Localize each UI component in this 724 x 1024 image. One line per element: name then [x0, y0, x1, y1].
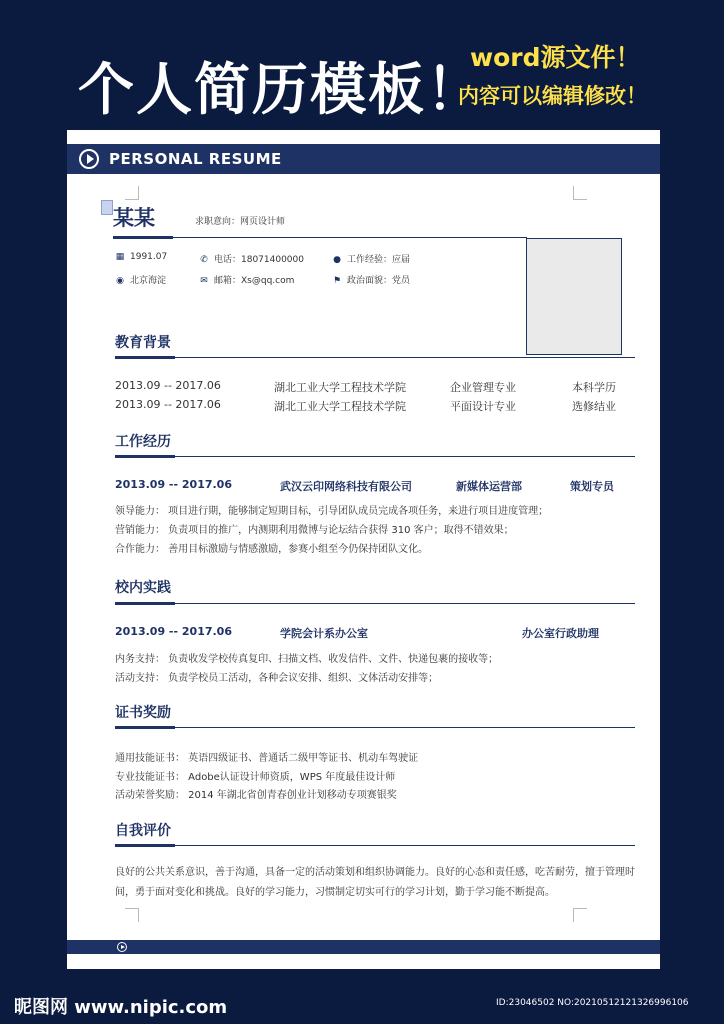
- edu-period[interactable]: 2013.09 -- 2017.06: [115, 379, 221, 392]
- crop-mark: [573, 908, 587, 922]
- section-divider: [175, 357, 635, 358]
- campus-detail[interactable]: 活动支持： 负责学校员工活动，各种会议安排、组织、文体活动安排等；: [115, 673, 439, 684]
- section-underline: [115, 455, 175, 458]
- edu-period[interactable]: 2013.09 -- 2017.06: [115, 398, 221, 411]
- section-underline: [115, 602, 175, 605]
- certificate-item[interactable]: 活动荣誉奖励： 2014 年湖北省创青春创业计划移动专项赛银奖: [115, 790, 397, 801]
- info-location: ◉ 北京海淀: [116, 276, 167, 286]
- crop-mark: [125, 908, 139, 922]
- section-title-education: 教育背景: [115, 335, 171, 351]
- info-politics: ⚑ 政治面貌：党员: [332, 276, 411, 286]
- phone-icon: ✆: [200, 255, 208, 265]
- campus-position[interactable]: 办公室行政助理: [522, 627, 599, 640]
- certificate-item[interactable]: 通用技能证书： 英语四级证书、普通话二级甲等证书、机动车驾驶证: [115, 753, 419, 764]
- work-detail[interactable]: 领导能力： 项目进行期，能够制定短期目标，引导团队成员完成各项任务，来进行项目进度管理；: [115, 506, 549, 517]
- banner-subtitle-1: word源文件！: [470, 43, 641, 72]
- header-divider: [173, 237, 527, 238]
- work-detail[interactable]: 营销能力： 负责项目的推广，内测期利用微博与论坛结合获得 310 客户；取得不错效果；: [115, 525, 514, 536]
- campus-period[interactable]: 2013.09 -- 2017.06: [115, 625, 232, 638]
- section-divider: [175, 456, 635, 457]
- self-evaluation-text[interactable]: 良好的公共关系意识，善于沟通，具备一定的活动策划和组织协调能力。良好的心态和责任感，吃苦耐劳，擅于管理时间，勇于面对变化和挑战。良好的学习能力，习惯制定切实可行的学习计划，勤于学习能不断提高。: [115, 867, 635, 898]
- watermark-id: ID:23046502 NO:20210512121326996106: [496, 998, 689, 1008]
- section-divider: [175, 845, 635, 846]
- campus-org[interactable]: 学院会计系办公室: [280, 627, 368, 640]
- candidate-name[interactable]: 某某: [113, 206, 155, 230]
- edu-major[interactable]: 企业管理专业: [450, 381, 516, 394]
- section-divider: [175, 603, 635, 604]
- document-icon: [101, 200, 113, 215]
- info-phone: ✆ 电话：18071400000: [200, 255, 304, 265]
- banner-title: 个人简历模板！: [78, 58, 484, 123]
- campus-detail[interactable]: 内务支持： 负责收发学校传真复印、扫描文档、收发信件、文件、快递包裹的接收等；: [115, 654, 499, 665]
- watermark-logo: 昵图网 www.nipic.com: [14, 997, 228, 1018]
- crop-mark: [125, 186, 139, 200]
- edu-degree[interactable]: 本科学历: [572, 381, 616, 394]
- resume-page: [67, 130, 660, 969]
- mail-icon: ✉: [200, 276, 208, 286]
- location-icon: ◉: [116, 276, 124, 286]
- job-intent[interactable]: 求职意向：网页设计师: [195, 217, 286, 227]
- resume-header-label: PERSONAL RESUME: [109, 150, 282, 168]
- chat-icon: ●: [333, 255, 341, 265]
- edu-school[interactable]: 湖北工业大学工程技术学院: [274, 381, 406, 394]
- resume-footer-bar: [67, 940, 660, 954]
- section-underline: [115, 726, 175, 729]
- calendar-icon: ▦: [115, 252, 125, 262]
- section-underline: [115, 844, 175, 847]
- edu-major[interactable]: 平面设计专业: [450, 400, 516, 413]
- info-email: ✉ 邮箱：Xs@qq.com: [200, 276, 295, 286]
- play-icon: [117, 942, 127, 952]
- edu-degree[interactable]: 选修结业: [572, 400, 616, 413]
- work-period[interactable]: 2013.09 -- 2017.06: [115, 478, 232, 491]
- section-title-self-evaluation: 自我评价: [115, 823, 171, 839]
- info-experience: ● 工作经验：应届: [333, 255, 411, 265]
- section-underline: [115, 356, 175, 359]
- work-department[interactable]: 新媒体运营部: [456, 480, 522, 493]
- work-detail[interactable]: 合作能力： 善用目标激励与情感激励，参赛小组至今仍保持团队文化。: [115, 544, 429, 555]
- section-title-work: 工作经历: [115, 434, 171, 450]
- name-underline: [113, 236, 173, 239]
- crop-mark: [573, 186, 587, 200]
- section-title-campus: 校内实践: [115, 580, 171, 596]
- photo-placeholder[interactable]: [526, 238, 622, 355]
- work-position[interactable]: 策划专员: [570, 480, 614, 493]
- work-company[interactable]: 武汉云印网络科技有限公司: [280, 480, 412, 493]
- play-icon: [79, 149, 99, 169]
- certificate-item[interactable]: 专业技能证书： Adobe认证设计师资质，WPS 年度最佳设计师: [115, 772, 396, 783]
- section-divider: [175, 727, 635, 728]
- section-title-certificates: 证书奖励: [115, 705, 171, 721]
- resume-header-bar: [67, 144, 660, 174]
- info-birth: ▦ 1991.07: [115, 252, 168, 262]
- flag-icon: ⚑: [332, 276, 342, 286]
- banner-subtitle-2: 内容可以编辑修改！: [458, 84, 647, 108]
- edu-school[interactable]: 湖北工业大学工程技术学院: [274, 400, 406, 413]
